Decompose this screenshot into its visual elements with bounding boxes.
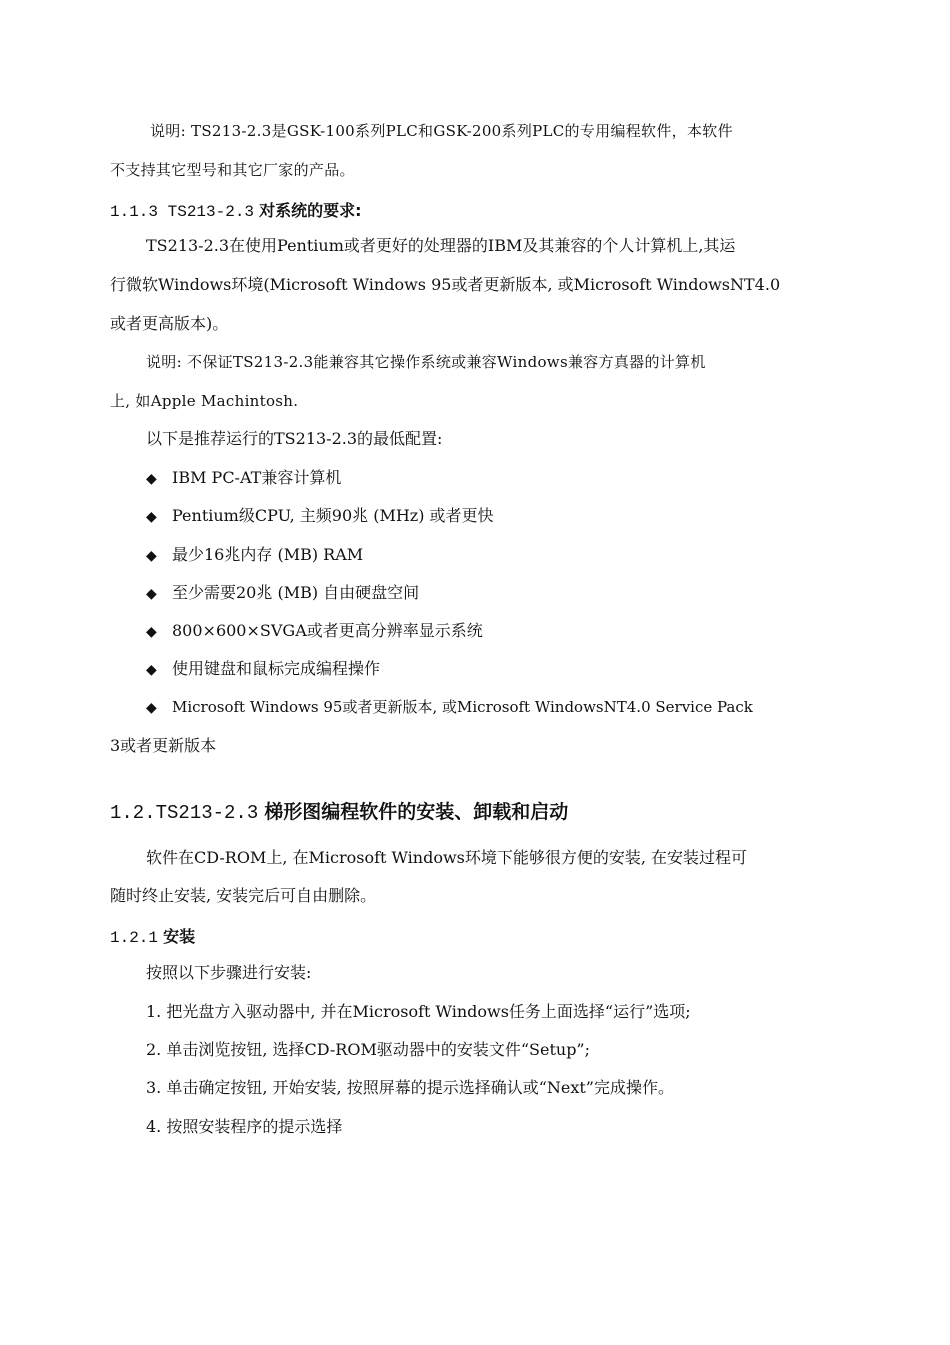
install-intro: 按照以下步骤进行安装: — [146, 963, 312, 982]
bullet-diamond-icon: ◆ — [146, 548, 157, 564]
paragraph-line: 软件在CD-ROM上, 在Microsoft Windows环境下能够很方便的安装, 在安装过程可 — [146, 848, 748, 867]
requirement-item — [146, 468, 341, 489]
requirement-text: 最少16兆内存 (MB) RAM — [172, 545, 364, 564]
requirement-text: 至少需要20兆 (MB) 自由硬盘空间 — [172, 583, 420, 602]
install-step: 4. 按照安装程序的提示选择 — [146, 1117, 343, 1136]
section-number: 1.1.3 TS213-2.3 — [110, 203, 255, 221]
note-line: 不支持其它型号和其它厂家的产品。 — [110, 161, 355, 179]
section-heading — [110, 201, 362, 222]
requirement-text: Microsoft Windows 95或者更新版本, 或Microsoft WindowsNT4.0 Service Pack — [172, 698, 753, 716]
bullet-diamond-icon: ◆ — [146, 471, 157, 487]
requirement-item — [146, 583, 419, 604]
section-number: 1.2.TS213-2.3 — [110, 802, 259, 824]
bullet-diamond-icon: ◆ — [146, 509, 157, 525]
requirement-text: 800×600×SVGA或者更高分辨率显示系统 — [172, 621, 483, 640]
bullet-diamond-icon: ◆ — [146, 662, 157, 678]
requirement-text: Pentium级CPU, 主频90兆 (MHz) 或者更快 — [172, 506, 494, 525]
requirement-item — [146, 697, 753, 718]
requirement-continuation: 3或者更新版本 — [110, 736, 217, 755]
install-step: 2. 单击浏览按钮, 选择CD-ROM驱动器中的安装文件“Setup”; — [146, 1040, 591, 1059]
requirement-item — [146, 621, 483, 642]
install-step: 1. 把光盘方入驱动器中, 并在Microsoft Windows任务上面选择“运行”选项; — [146, 1002, 691, 1021]
note-line: 说明: 不保证TS213-2.3能兼容其它操作系统或兼容Windows兼容方真器的计算机 — [146, 353, 706, 371]
section-heading — [110, 800, 568, 825]
paragraph-line: 或者更高版本)。 — [110, 314, 229, 333]
requirement-item — [146, 659, 380, 680]
paragraph-line: 随时终止安装, 安装完后可自由删除。 — [110, 886, 377, 905]
requirement-text: 使用键盘和鼠标完成编程操作 — [172, 659, 381, 678]
requirement-item — [146, 545, 363, 566]
section-number: 1.2.1 — [110, 929, 159, 947]
bullet-diamond-icon: ◆ — [146, 624, 157, 640]
note-line: 说明: TS213-2.3是GSK-100系列PLC和GSK-200系列PLC的专用编程软件，本软件 — [150, 122, 733, 140]
note-line: 上, 如Apple Machintosh. — [110, 392, 299, 410]
config-intro: 以下是推荐运行的TS213-2.3的最低配置: — [146, 429, 443, 448]
section-title: 梯形图编程软件的安装、卸载和启动 — [264, 801, 569, 823]
bullet-diamond-icon: ◆ — [146, 700, 157, 716]
section-heading — [110, 927, 195, 948]
section-title: 安装 — [163, 927, 196, 946]
paragraph-line: 行微软Windows环境(Microsoft Windows 95或者更新版本, 或Microsoft WindowsNT4.0 — [110, 275, 781, 294]
install-step: 3. 单击确定按钮, 开始安装, 按照屏幕的提示选择确认或“Next”完成操作。 — [146, 1078, 674, 1097]
requirement-text: IBM PC-AT兼容计算机 — [172, 468, 342, 487]
requirement-item — [146, 506, 494, 527]
section-title: 对系统的要求: — [259, 201, 362, 220]
paragraph-line: TS213-2.3在使用Pentium或者更好的处理器的IBM及其兼容的个人计算机上,其运 — [146, 236, 736, 255]
bullet-diamond-icon: ◆ — [146, 586, 157, 602]
